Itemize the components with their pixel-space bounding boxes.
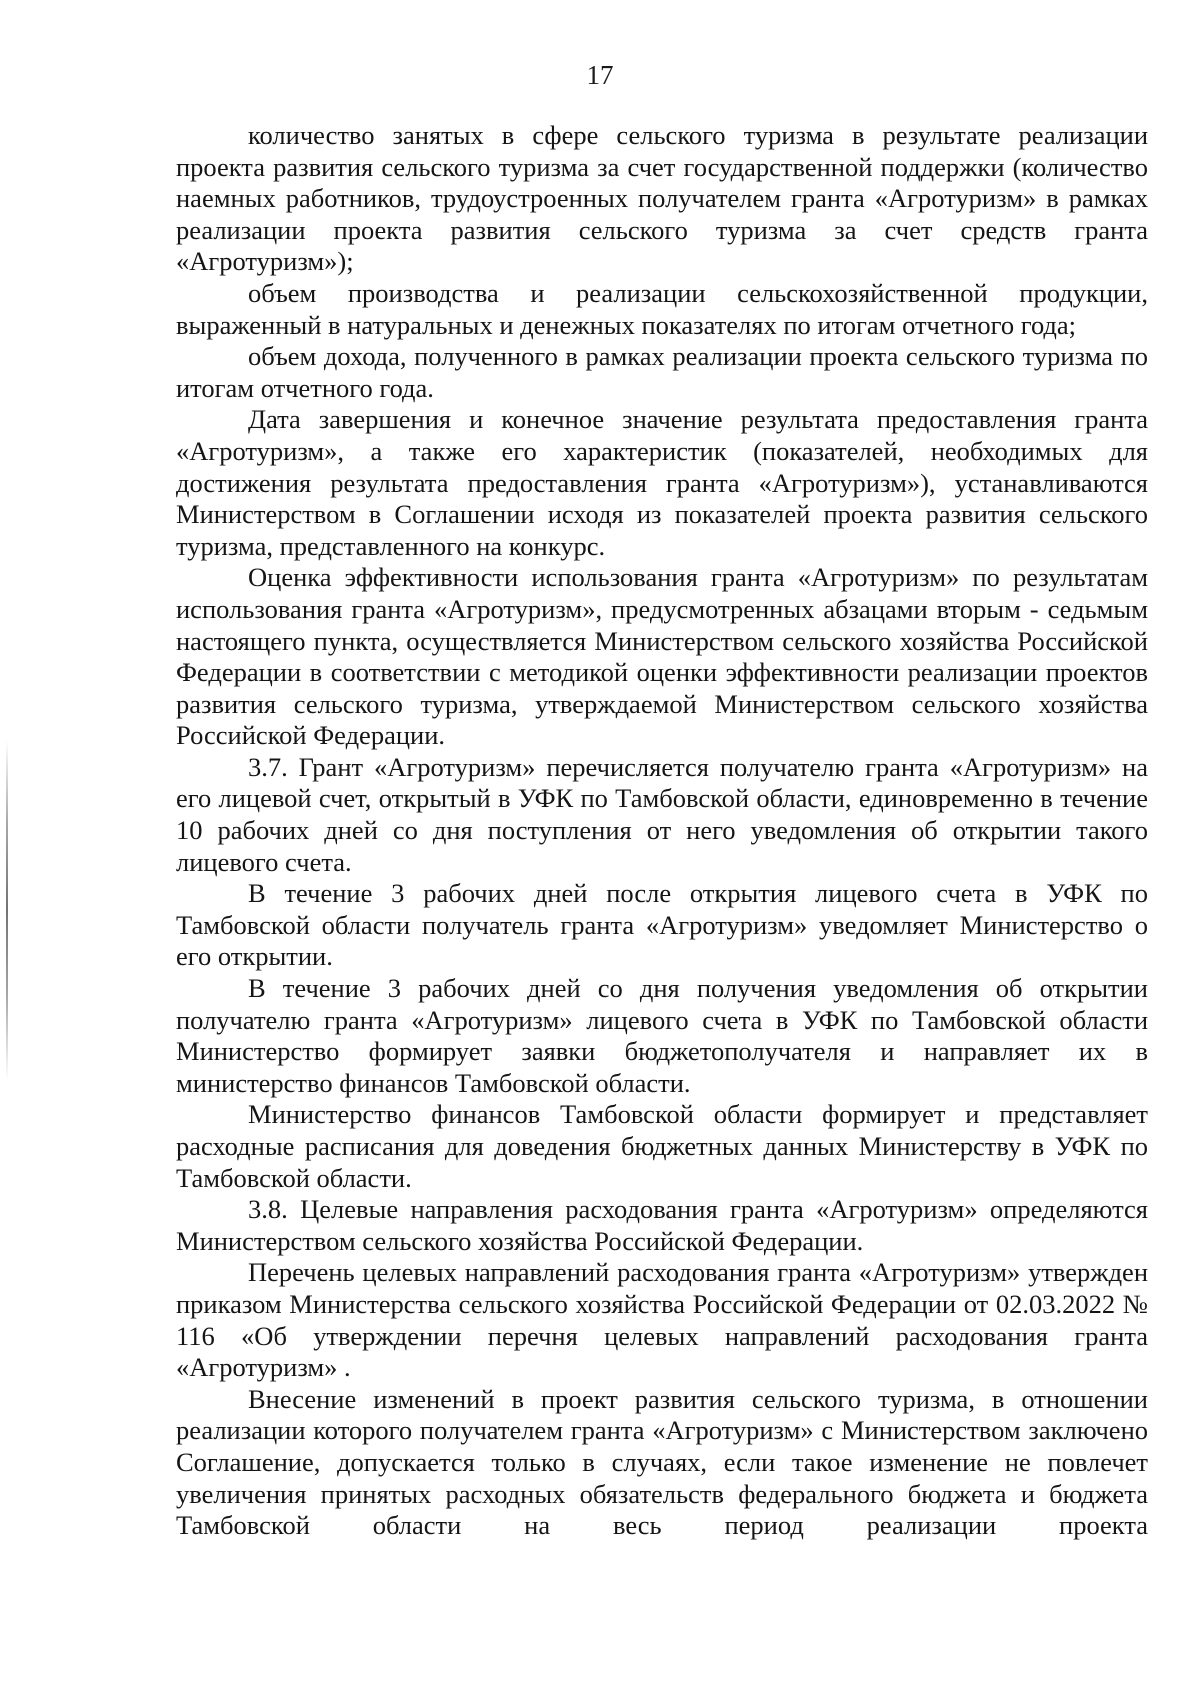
paragraph-efficiency-assessment: Оценка эффективности использования гранта «Агротуризм» по результатам использования гранта «Агротуризм», предусмотренных абзацами вторым - седьмым настоящего пункта, осуществляется Министерством сельского хозяйства Российской Федерации в соответствии с методикой оценки эффективности реализации проектов развития сельского туризма, утверждаемой Министерством сельского хозяйства Российской Федерации. bbox=[176, 562, 1148, 751]
paragraph-project-changes: Внесение изменений в проект развития сельского туризма, в отношении реализации которого получателем гранта «Агротуризм» с Министерством заключено Соглашение, допускается только в случаях, если такое изменение не повлечет увеличения принятых расходных обязательств федерального бюджета и бюджета Тамбовской области на весь период реализации проекта bbox=[176, 1383, 1148, 1541]
paragraph-employment-indicator: количество занятых в сфере сельского туризма в результате реализации проекта развития сельского туризма за счет государственной поддержки (количество наемных работников, трудоустроенных получателем гранта «Агротуризм» в рамках реализации проекта развития сельского туризма за счет средств гранта «Агротуризм»); bbox=[176, 120, 1148, 277]
document-body bbox=[176, 120, 1148, 1542]
paragraph-production-volume: объем производства и реализации сельскохозяйственной продукции, выраженный в натуральных и денежных показателях по итогам отчетного года; bbox=[176, 277, 1148, 340]
paragraph-income-volume: объем дохода, полученного в рамках реализации проекта сельского туризма по итогам отчетного года. bbox=[176, 341, 1148, 403]
paragraph-target-directions-list: Перечень целевых направлений расходования гранта «Агротуризм» утвержден приказом Министерства сельского хозяйства Российской Федерации от 02.03.2022 № 116 «Об утверждении перечня целевых направлений расходования гранта «Агротуризм» . bbox=[176, 1257, 1148, 1383]
paragraph-budget-requests: В течение 3 рабочих дней со дня получения уведомления об открытии получателю гранта «Агротуризм» лицевого счета в УФК по Тамбовской области Министерство формирует заявки бюджетополучателя и направляет их в министерство финансов Тамбовской области. bbox=[176, 973, 1148, 1098]
paragraph-completion-date: Дата завершения и конечное значение результата предоставления гранта «Агротуризм», а также его характеристик (показателей, необходимых для достижения результата предоставления гранта «Агротуризм»), устанавливаются Министерством в Соглашении исходя из показателей проекта развития сельского туризма, представленного на конкурс. bbox=[176, 404, 1148, 561]
paragraph-3-7-grant-transfer: 3.7. Грант «Агротуризм» перечисляется получателю гранта «Агротуризм» на его лицевой счет, открытый в УФК по Тамбовской области, единовременно в течение 10 рабочих дней со дня поступления от него уведомления об открытии такого лицевого счета. bbox=[176, 751, 1148, 877]
scan-shadow-edge bbox=[6, 740, 8, 1080]
paragraph-expense-schedules: Министерство финансов Тамбовской области формирует и представляет расходные расписания для доведения бюджетных данных Министерству в УФК по Тамбовской области. bbox=[176, 1099, 1148, 1193]
page-number: 17 bbox=[586, 60, 614, 90]
paragraph-account-notification: В течение 3 рабочих дней после открытия лицевого счета в УФК по Тамбовской области получатель гранта «Агротуризм» уведомляет Министерство о его открытии. bbox=[176, 878, 1148, 972]
paragraph-3-8-target-directions: 3.8. Целевые направления расходования гранта «Агротуризм» определяются Министерством сельского хозяйства Российской Федерации. bbox=[176, 1194, 1148, 1256]
